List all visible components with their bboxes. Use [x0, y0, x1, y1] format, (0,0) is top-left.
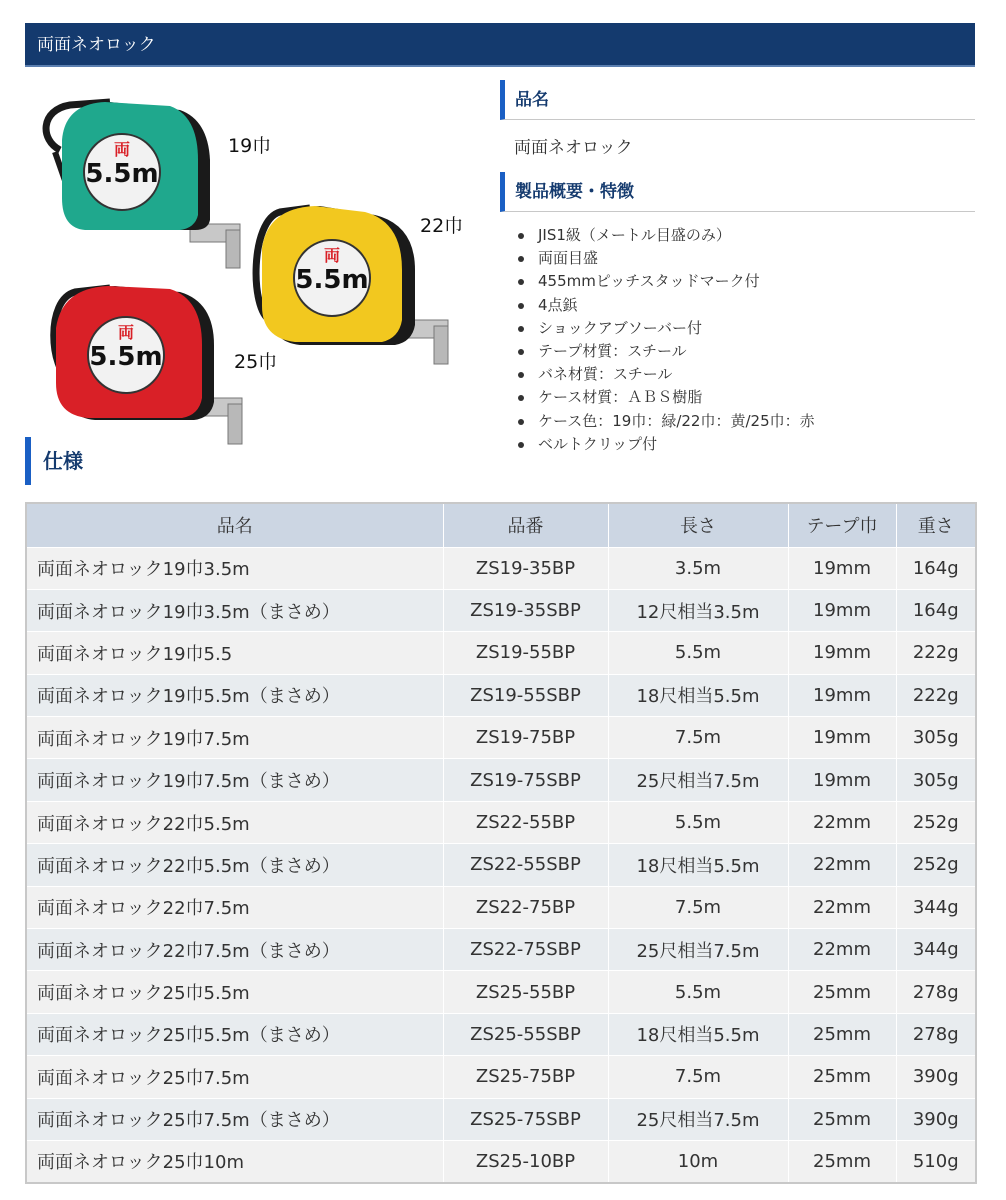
cell-name: 両面ネオロック25巾10m: [26, 1140, 443, 1182]
cell-name: 両面ネオロック25巾7.5m（まさめ）: [26, 1098, 443, 1140]
cell-code: ZS25-75BP: [443, 1056, 608, 1098]
cell-width: 19mm: [788, 674, 896, 716]
cell-width: 22mm: [788, 886, 896, 928]
table-row: [26, 1098, 976, 1140]
cell-length: 7.5m: [608, 886, 788, 928]
tape-measure-green: [46, 102, 240, 268]
svg-text:両: 両: [323, 246, 341, 265]
cell-name: 両面ネオロック22巾7.5m（まさめ）: [26, 929, 443, 971]
table-row: [26, 1013, 976, 1055]
svg-text:両: 両: [113, 140, 131, 159]
cell-width: 22mm: [788, 929, 896, 971]
cell-width: 25mm: [788, 1098, 896, 1140]
col-header-name: 品名: [26, 503, 443, 547]
spec-heading: 仕様: [25, 437, 83, 485]
cell-code: ZS19-55BP: [443, 632, 608, 674]
page-header: [25, 23, 975, 67]
cell-name: 両面ネオロック19巾5.5: [26, 632, 443, 674]
cell-length: 12尺相当3.5m: [608, 589, 788, 631]
cell-code: ZS25-55SBP: [443, 1013, 608, 1055]
cell-name: 両面ネオロック19巾7.5m: [26, 717, 443, 759]
cell-weight: 305g: [896, 759, 976, 801]
table-row: [26, 1056, 976, 1098]
cell-weight: 278g: [896, 1013, 976, 1055]
col-header-length: 長さ: [608, 503, 788, 547]
size-label-22: 22巾: [420, 215, 464, 237]
feature-item: JIS1級（メートル目盛のみ）: [514, 224, 815, 247]
cell-weight: 390g: [896, 1098, 976, 1140]
cell-code: ZS19-75SBP: [443, 759, 608, 801]
spec-table: [25, 502, 977, 1184]
cell-length: 18尺相当5.5m: [608, 844, 788, 886]
table-row: [26, 1140, 976, 1182]
cell-width: 22mm: [788, 844, 896, 886]
cell-code: ZS25-10BP: [443, 1140, 608, 1182]
cell-weight: 344g: [896, 929, 976, 971]
cell-name: 両面ネオロック19巾3.5m（まさめ）: [26, 589, 443, 631]
cell-length: 5.5m: [608, 632, 788, 674]
cell-width: 19mm: [788, 589, 896, 631]
col-header-code: 品番: [443, 503, 608, 547]
page-title: 両面ネオロック: [37, 35, 156, 55]
cell-length: 25尺相当7.5m: [608, 759, 788, 801]
table-row: [26, 801, 976, 843]
product-name-value: 両面ネオロック: [514, 138, 633, 158]
cell-weight: 510g: [896, 1140, 976, 1182]
product-name-heading: 品名: [500, 80, 975, 120]
cell-length: 5.5m: [608, 801, 788, 843]
cell-width: 19mm: [788, 547, 896, 589]
cell-name: 両面ネオロック19巾5.5m（まさめ）: [26, 674, 443, 716]
cell-code: ZS25-75SBP: [443, 1098, 608, 1140]
cell-code: ZS22-75BP: [443, 886, 608, 928]
cell-code: ZS22-55SBP: [443, 844, 608, 886]
cell-code: ZS19-55SBP: [443, 674, 608, 716]
cell-weight: 164g: [896, 547, 976, 589]
cell-weight: 278g: [896, 971, 976, 1013]
cell-length: 7.5m: [608, 717, 788, 759]
cell-width: 25mm: [788, 1056, 896, 1098]
svg-text:両: 両: [117, 323, 135, 342]
feature-item: ケース色：19巾：緑/22巾：黄/25巾：赤: [514, 410, 815, 433]
feature-item: バネ材質：スチール: [514, 363, 815, 386]
feature-item: ケース材質：ＡＢＳ樹脂: [514, 386, 815, 409]
cell-name: 両面ネオロック19巾7.5m（まさめ）: [26, 759, 443, 801]
cell-weight: 390g: [896, 1056, 976, 1098]
cell-length: 10m: [608, 1140, 788, 1182]
table-body: [26, 547, 976, 1183]
col-header-width: テープ巾: [788, 503, 896, 547]
cell-width: 25mm: [788, 971, 896, 1013]
feature-item: 455mmピッチスタッドマーク付: [514, 270, 815, 293]
table-row: [26, 674, 976, 716]
cell-name: 両面ネオロック25巾5.5m: [26, 971, 443, 1013]
table-row: [26, 717, 976, 759]
cell-weight: 252g: [896, 844, 976, 886]
cell-name: 両面ネオロック22巾7.5m: [26, 886, 443, 928]
feature-item: 両面目盛: [514, 247, 815, 270]
cell-length: 25尺相当7.5m: [608, 1098, 788, 1140]
cell-code: ZS25-55BP: [443, 971, 608, 1013]
cell-length: 5.5m: [608, 971, 788, 1013]
feature-item: ベルトクリップ付: [514, 433, 815, 456]
product-image: [30, 80, 480, 460]
size-label-19: 19巾: [228, 135, 272, 157]
table-row: [26, 589, 976, 631]
table-header-row: [26, 503, 976, 547]
tape-measure-red: [54, 286, 242, 444]
cell-code: ZS19-35BP: [443, 547, 608, 589]
cell-length: 25尺相当7.5m: [608, 929, 788, 971]
feature-list: [514, 224, 815, 456]
cell-weight: 305g: [896, 717, 976, 759]
feature-item: 4点鋲: [514, 294, 815, 317]
svg-text:5.5m: 5.5m: [295, 265, 369, 295]
table-row: [26, 886, 976, 928]
table-row: [26, 844, 976, 886]
feature-item: ショックアブソーバー付: [514, 317, 815, 340]
cell-weight: 222g: [896, 632, 976, 674]
cell-name: 両面ネオロック25巾5.5m（まさめ）: [26, 1013, 443, 1055]
cell-code: ZS19-35SBP: [443, 589, 608, 631]
cell-code: ZS22-75SBP: [443, 929, 608, 971]
cell-width: 22mm: [788, 801, 896, 843]
cell-length: 18尺相当5.5m: [608, 1013, 788, 1055]
cell-name: 両面ネオロック19巾3.5m: [26, 547, 443, 589]
cell-weight: 164g: [896, 589, 976, 631]
col-header-weight: 重さ: [896, 503, 976, 547]
feature-item: テープ材質：スチール: [514, 340, 815, 363]
cell-code: ZS19-75BP: [443, 717, 608, 759]
size-label-25: 25巾: [234, 351, 278, 373]
svg-text:5.5m: 5.5m: [85, 159, 159, 189]
svg-text:5.5m: 5.5m: [89, 342, 163, 372]
features-heading: 製品概要・特徴: [500, 172, 975, 212]
cell-code: ZS22-55BP: [443, 801, 608, 843]
cell-width: 25mm: [788, 1140, 896, 1182]
cell-weight: 344g: [896, 886, 976, 928]
table-row: [26, 547, 976, 589]
cell-width: 19mm: [788, 759, 896, 801]
table-row: [26, 632, 976, 674]
cell-name: 両面ネオロック22巾5.5m: [26, 801, 443, 843]
cell-width: 19mm: [788, 632, 896, 674]
table-row: [26, 759, 976, 801]
cell-weight: 222g: [896, 674, 976, 716]
table-row: [26, 929, 976, 971]
cell-width: 25mm: [788, 1013, 896, 1055]
cell-weight: 252g: [896, 801, 976, 843]
cell-name: 両面ネオロック22巾5.5m（まさめ）: [26, 844, 443, 886]
cell-name: 両面ネオロック25巾7.5m: [26, 1056, 443, 1098]
cell-width: 19mm: [788, 717, 896, 759]
table-row: [26, 971, 976, 1013]
cell-length: 18尺相当5.5m: [608, 674, 788, 716]
cell-length: 7.5m: [608, 1056, 788, 1098]
cell-length: 3.5m: [608, 547, 788, 589]
